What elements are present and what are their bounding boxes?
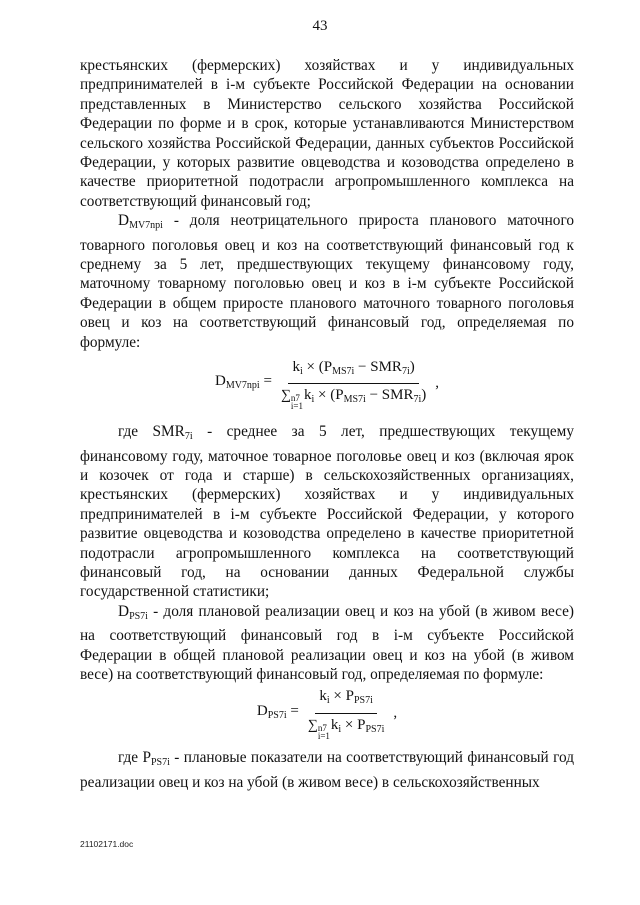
formula-d-mv7npi xyxy=(80,352,574,416)
symbol-d-mv7npi: $D_{MV7npi}$ xyxy=(118,212,163,232)
paragraph-2: $D_{MV7npi}$ - доля неотрицательного прироста планового маточного товарного поголовья овец и коз на соответствующий финансовый год к среднему за 5 лет, предшествующих текущему финансовому году, маточному товарному поголовью овец и коз в i-м субъекте Российской Федерации в общем приросте планового маточного товарного поголовья овец и коз на соответствующий финансовый год, определяемая по формуле: xyxy=(80,212,574,351)
formula-2-comma: , xyxy=(393,704,398,721)
formula-1-fraction xyxy=(277,358,430,410)
formula-1-comma: , xyxy=(435,375,440,392)
symbol-p-ps7i: где $P_{PS7i}$ xyxy=(118,749,170,769)
formula-1-denominator: ∑ n7 i=1 $k_i \times (P_{MS7i} - SMR_{7i})$ xyxy=(280,387,427,412)
formula-1-numerator: $k_i \times (P_{MS7i} - SMR_{7i})$ xyxy=(288,358,418,384)
paragraph-3: где $SMR_{7i}$ - среднее за 5 лет, предшествующих текущему финансовому году, маточное товарное поголовье овец и коз (включая ярок и козочек от года и старше) в сельскохозяйственных организациях, крестьянских (фермерских) хозяйствах и у индивидуальных предпринимателей в i-м субъекте Российской Федерации, у которого развитие овцеводства и козоводства определено в качестве приоритетной подотрасли агропромышленного комплекса на соответствующий финансовый год, на основании данных Федеральной службы государственной статистики; xyxy=(80,423,574,601)
page-number: 43 xyxy=(312,18,328,34)
formula-2-numerator: $k_i \times P_{PS7i}$ xyxy=(315,687,377,713)
symbol-d-ps7i: $D_{PS7i}$ xyxy=(118,602,148,622)
paragraph-4: $D_{PS7i}$ - доля плановой реализации овец и коз на убой (в живом весе) на соответствующий финансовый год в i-м субъекте Российской Федерации в общей плановой реализации овец и коз на убой (в живом весе) на соответствующий финансовый год, определяемая по формуле: xyxy=(80,602,574,683)
paragraph-1: крестьянских (фермерских) хозяйствах и у индивидуальных предпринимателей в i-м субъекте Российской Федерации на основании представленных в Министерство сельского хозяйства Российской Федерации по форме и в срок, которые устанавливаются Министерством сельского хозяйства Российской Федерации, данных субъектов Российской Федерации, у которых развитие овцеводства и козоводства определено в качестве приоритетной подотрасли агропромышленного комплекса на соответствующий финансовый год; xyxy=(80,57,574,210)
formula-d-ps7i xyxy=(80,684,574,742)
formula-2-fraction xyxy=(304,687,389,739)
formula-1-lhs: $D_{MV7npi}$ = xyxy=(214,373,272,392)
formula-2-denominator: ∑ n7 i=1 $k_i \times P_{PS7i}$ xyxy=(307,716,385,741)
document-body xyxy=(80,56,574,792)
formula-2-lhs: $D_{PS7i}$ = xyxy=(256,702,299,721)
paragraph-5: где $P_{PS7i}$ - плановые показатели на соответствующий финансовый год реализации овец и коз на убой (в живом весе) в сельскохозяйственных xyxy=(80,749,574,791)
symbol-smr-7i: где $SMR_{7i}$ xyxy=(118,423,193,443)
footer-filename: 21102171.doc xyxy=(80,839,134,849)
